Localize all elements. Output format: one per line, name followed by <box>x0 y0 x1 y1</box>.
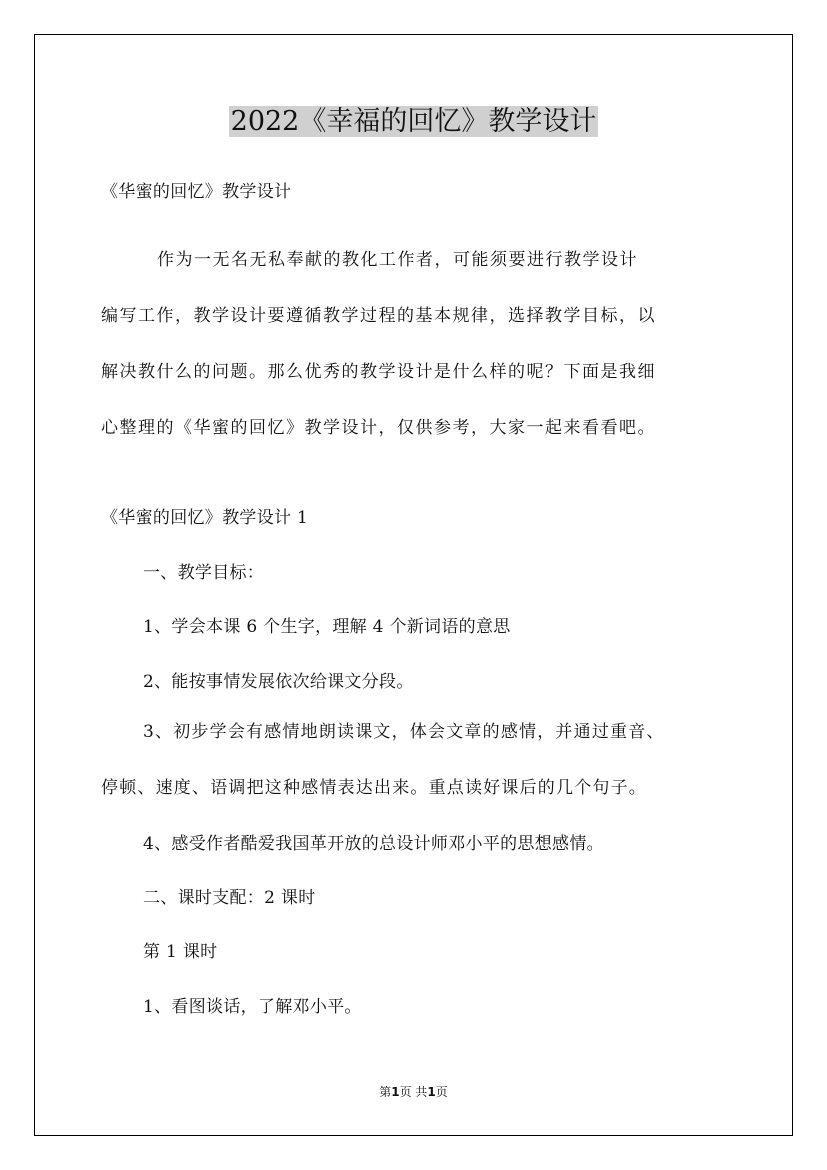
intro-paragraph <box>101 232 731 456</box>
goal-item-1: 1、学会本课 6 个生字，理解 4 个新词语的意思 <box>143 617 511 637</box>
document-title-text: 2022《幸福的回忆》教学设计 <box>230 106 597 137</box>
goal-item-4: 4、感受作者酷爱我国革开放的总设计师邓小平的思想感情。 <box>143 834 604 854</box>
footer-suffix: 页 <box>435 1085 448 1099</box>
footer-prefix: 第 <box>379 1085 392 1099</box>
goal-item-3-line-1: 3、初步学会有感情地朗读课文，体会文章的感情，并通过重音、 <box>143 722 665 742</box>
goal-heading: 一、教学目标： <box>143 563 265 583</box>
intro-line-2: 编写工作，教学设计要遵循教学过程的基本规律，选择教学目标，以 <box>101 306 656 326</box>
footer-total-pages: 1 <box>427 1085 436 1099</box>
document-title <box>0 100 827 144</box>
lesson-heading: 第 1 课时 <box>143 942 218 962</box>
schedule-line: 二、课时支配：2 课时 <box>143 888 316 908</box>
goal-item-2: 2、能按事情发展依次给课文分段。 <box>143 672 414 692</box>
subtitle: 《华蜜的回忆》教学设计 <box>101 182 292 202</box>
footer-mid: 页 共 <box>399 1085 428 1099</box>
section-title: 《华蜜的回忆》教学设计 1 <box>101 508 309 528</box>
goal-item-3 <box>101 704 751 816</box>
intro-line-1: 作为一无名无私奉献的教化工作者，可能须要进行教学设计 <box>157 250 638 270</box>
intro-line-3: 解决教什么的问题。那么优秀的教学设计是什么样的呢？下面是我细 <box>101 362 656 382</box>
goal-item-3-line-2: 停顿、速度、语调把这种感情表达出来。重点读好课后的几个句子。 <box>101 778 647 798</box>
page-footer <box>0 1083 827 1101</box>
step-item-1: 1、看图谈话，了解邓小平。 <box>143 997 362 1017</box>
intro-line-4: 心整理的《华蜜的回忆》教学设计，仅供参考，大家一起来看看吧。 <box>101 418 656 438</box>
footer-page-number: 1 <box>391 1085 400 1099</box>
